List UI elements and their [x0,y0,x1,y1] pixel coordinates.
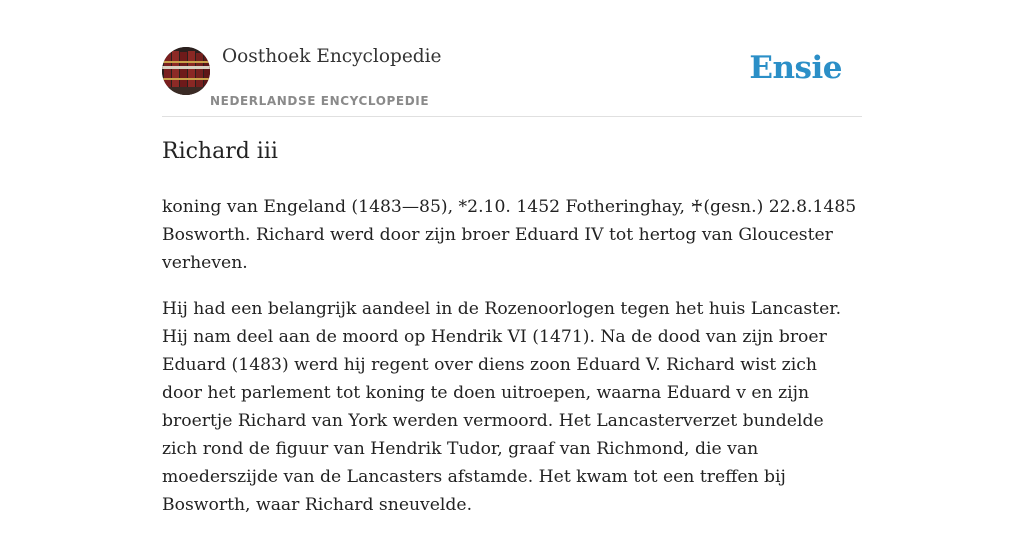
site-header [162,40,862,117]
site-subtitle: NEDERLANDSE ENCYCLOPEDIE [210,94,430,108]
article-paragraph: Hij had een belangrijk aandeel in de Rozenoorlogen tegen het huis Lancaster. Hij nam deel aan de moord op Hendrik VI (1471). Na de dood van zijn broer Eduard (1483) werd hij regent over diens zoon Eduard V. Richard wist zich door het parlement tot koning te doen uitroepen, waarna Eduard v en zijn broertje Richard van York werden vermoord. Het Lancasterverzet bundelde zich rond de figuur van Hendrik Tudor, graaf van Richmond, die van moederszijde van de Lancasters afstamde. Het kwam tot een treffen bij Bosworth, waar Richard sneuvelde. [162,299,842,515]
article-paragraph: koning van Engeland (1483—85), *2.10. 1452 Fotheringhay, ♰(gesn.) 22.8.1485 Bosworth. Richard werd door zijn broer Eduard IV tot hertog van Gloucester verheven. [162,197,857,273]
article-body [162,193,862,537]
article-title: Richard iii [162,139,278,164]
site-name[interactable]: Oosthoek Encyclopedie [222,46,442,67]
encyclopedia-books-icon[interactable] [162,47,210,95]
brand-logo-link[interactable]: Ensie [749,50,842,86]
